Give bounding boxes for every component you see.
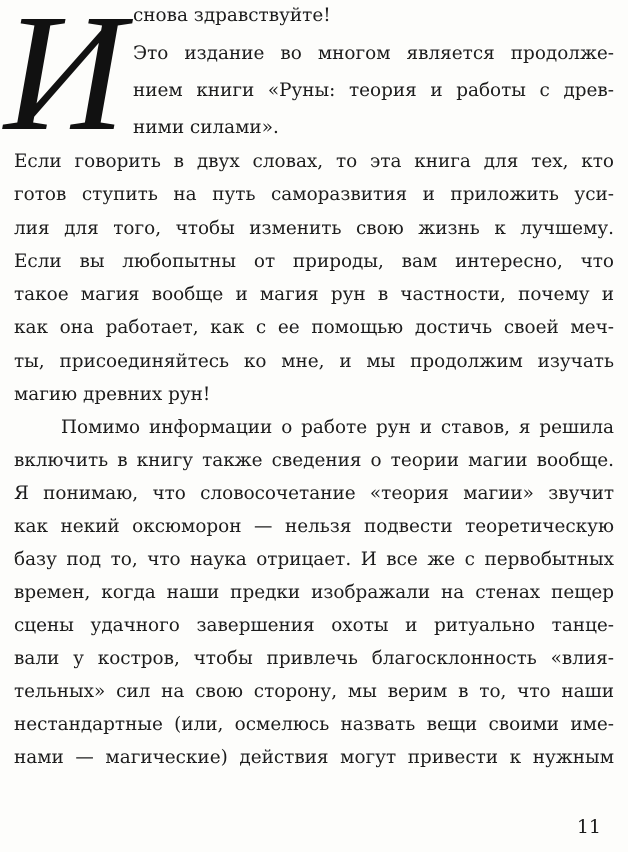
text-line: времен, когда наши предки изображали на стенах пещер: [14, 582, 614, 603]
text-line: Я понимаю, что словосочетание «теория магии» звучит: [14, 483, 614, 504]
text-line: как она работает, как с ее помощью достичь своей меч-: [14, 317, 614, 338]
text-line: нестандартные (или, осмелюсь назвать вещи своими име-: [14, 714, 614, 735]
text-line: снова здравствуйте!: [133, 5, 331, 26]
text-line: Если говорить в двух словах, то эта книга для тех, кто: [14, 151, 614, 172]
text-line: Это издание во многом является продолже-: [133, 43, 614, 64]
page-number: 11: [576, 816, 601, 838]
text-line: Помимо информации о работе рун и ставов, я решила: [61, 417, 614, 438]
text-line: ты, присоединяйтесь ко мне, и мы продолжим изучать: [14, 351, 614, 372]
text-line: базу под то, что наука отрицает. И все же с первобытных: [14, 549, 614, 570]
text-line: Если вы любопытны от природы, вам интересно, что: [14, 251, 614, 272]
text-line: тельных» сил на свою сторону, мы верим в то, что наши: [14, 681, 614, 702]
text-line: магию древних рун!: [14, 384, 211, 405]
text-line: нием книги «Руны: теория и работы с древ-: [133, 80, 614, 101]
text-line: ними силами».: [133, 117, 279, 138]
text-line: такое магия вообще и магия рун в частности, почему и: [14, 284, 614, 305]
text-line: как некий оксюморон — нельзя подвести теоретическую: [14, 516, 614, 537]
text-line: лия для того, чтобы изменить свою жизнь к лучшему.: [14, 218, 614, 239]
text-line: нами — магические) действия могут привести к нужным: [14, 747, 614, 768]
text-line: сцены удачного завершения охоты и ритуально танце-: [14, 615, 614, 636]
text-line: вали у костров, чтобы привлечь благосклонность «влия-: [14, 648, 614, 669]
text-line: включить в книгу также сведения о теории магии вообще.: [14, 450, 614, 471]
drop-cap-letter: И: [4, 0, 126, 166]
text-line: готов ступить на путь саморазвития и приложить уси-: [14, 184, 614, 205]
